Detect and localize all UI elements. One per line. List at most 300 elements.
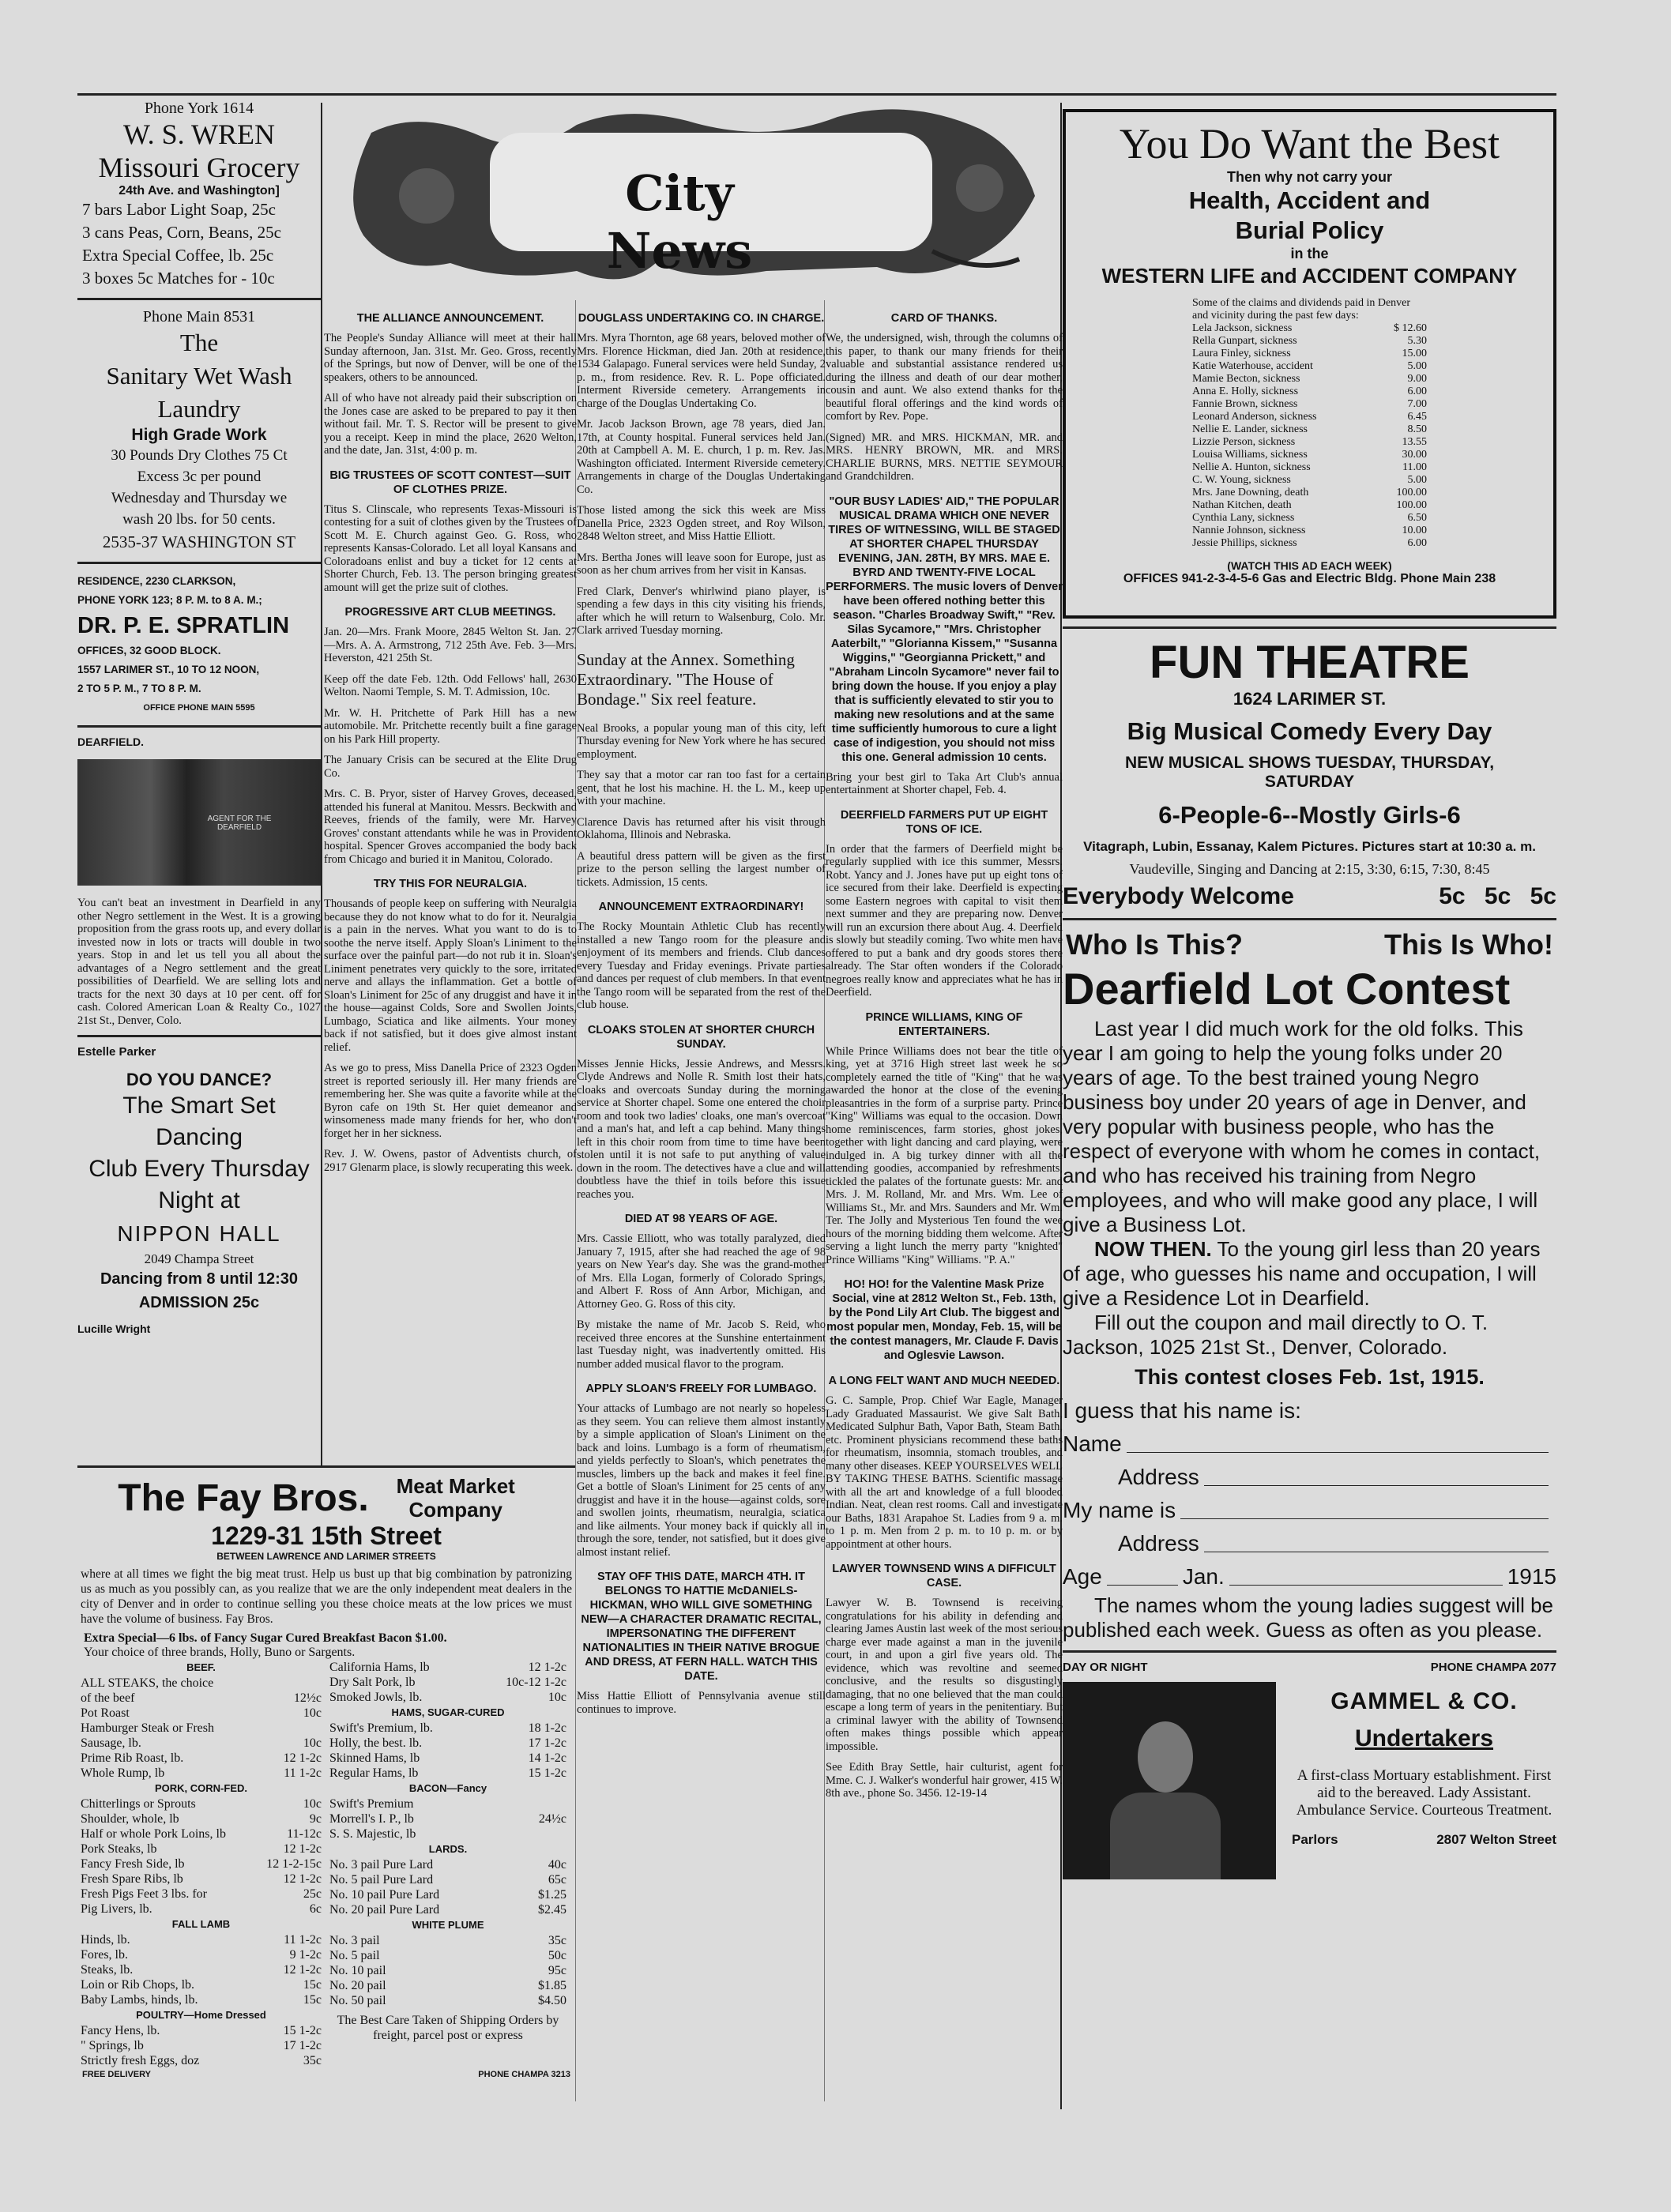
wren-item: 3 cans Peas, Corn, Beans, 25c xyxy=(82,223,281,242)
article-headline: CARD OF THANKS. xyxy=(890,312,998,325)
price-value: 12 1-2c xyxy=(283,1751,322,1765)
fay-footer xyxy=(77,2068,575,2081)
article-paragraph: Miss Hattie Elliott of Pennsylvania avenue still continues to improve. xyxy=(577,1690,826,1716)
price-value: 12 1-2c xyxy=(283,1842,322,1856)
dance-addr: 2049 Champa Street xyxy=(144,1251,254,1266)
article-paragraph: Thousands of people keep on suffering with Neuralgia because they do not know what to do for it. Neuralgia is a pain in the nerves. What you want to do is to soothe the nerve itself. Apply Sloan's Liniment to the surface over the painful part—do not rub it in. Sloan's Liniment penetrates very quickly to the sore, irritated nerve and allays the inflammation. Get a bottle of Sloan's Liniment for 25c of any druggist and have it in the house—against Colds, Sore and Swollen Joints, Lumbago, Sciatica and like ailments. Your money back if not satisfied, but it does give almost instant relief. xyxy=(324,897,577,1054)
coupon-name-line[interactable] xyxy=(1127,1428,1549,1453)
price-item: Hamburger Steak or Fresh xyxy=(81,1721,214,1735)
dearfield-sign: AGENT FOR THE DEARFIELD xyxy=(207,814,272,832)
claim-amount: 15.00 xyxy=(1402,348,1427,359)
article-paragraph: The People's Sunday Alliance will meet at their hall Sunday afternoon, Jan. 31st. Mr. Geo. Gross, recently of the Springs, but now of Denver, will be one of the speakers, others to be announced. xyxy=(324,332,577,384)
claim-name: Mamie Becton, sickness xyxy=(1192,373,1300,385)
article-paragraph: Those listed among the sick this week are Miss Danella Price, 2323 Ogden street, and Roy Wilson, 2848 Welton street, and Miss Hattie Elliott. xyxy=(577,504,826,543)
contest-closes: This contest closes Feb. 1st, 1915. xyxy=(1135,1365,1485,1389)
price-item: Prime Rib Roast, lb. xyxy=(81,1751,184,1765)
right-ad-column xyxy=(1063,95,1556,2117)
price-item: No. 10 pail Pure Lard xyxy=(329,1888,440,1902)
contest-p3: Fill out the coupon and mail directly to O. T. Jackson, 1025 21st St., Denver, Colorado. xyxy=(1063,1311,1488,1359)
article-paragraph: Keep off the date Feb. 12th. Odd Fellows' hall, 2630 Welton. Naomi Temple, S. M. T. Admission, 10c. xyxy=(324,672,577,698)
annex-notice: Sunday at the Annex. Something Extraordinary. "The House of Bondage." Six reel feature. xyxy=(577,649,795,709)
fay-special2: Your choice of three brands, Holly, Buno or Sargents. xyxy=(84,1646,356,1659)
claim-name: Lela Jackson, sickness xyxy=(1192,322,1293,334)
insurance-company: WESTERN LIFE and ACCIDENT COMPANY xyxy=(1101,264,1518,288)
claim-amount: 6.00 xyxy=(1407,386,1427,397)
laundry-l2: Excess 3c per pound xyxy=(137,468,262,485)
gammel-text: A first-class Mortuary establishment. First aid to the bereaved. Lady Assistant. Ambulance Service. Courteous Treatment. xyxy=(1296,1767,1552,1819)
fay-bros-ad xyxy=(77,1465,575,2116)
price-item: Strictly fresh Eggs, doz xyxy=(81,2054,200,2067)
price-item: No. 20 pail Pure Lard xyxy=(329,1903,440,1917)
divider xyxy=(77,298,321,300)
price-value: $2.45 xyxy=(538,1903,566,1917)
dance-time: Dancing from 8 until 12:30 xyxy=(100,1270,299,1288)
price-row xyxy=(81,1691,322,1706)
fun-l4: Vitagraph, Lubin, Essanay, Kalem Pictures. Pictures start at 10:30 a. m. xyxy=(1083,839,1536,854)
article-paragraph: Neal Brooks, a popular young man of this city, left Thursday evening for New York where he has secured employment. xyxy=(577,721,826,761)
article-paragraph: By mistake the name of Mr. Jacob S. Reid, who received three encores at the Sunshine entertainment last Tuesday night, was inadvertently omitted. His number added musical flavor to the program. xyxy=(577,1319,826,1371)
fun-price: 5c 5c 5c xyxy=(1439,883,1556,909)
article-paragraph: As we go to press, Miss Danella Price of 2323 Ogden street is reported seriously ill. Her many friends are remembering her. She was quite a favorite while at the Byron cafe on 19th St. Her quiet demeanor and winsomeness made many friends for her, who don't forget her in her sickness. xyxy=(324,1062,577,1140)
wren-name: W. S. WREN xyxy=(122,118,276,150)
insurance-l2: Health, Accident and xyxy=(1188,186,1431,214)
price-section-head: LARDS. xyxy=(428,1843,468,1855)
fun-l1: Big Musical Comedy Every Day xyxy=(1127,717,1492,745)
claim-name: Nellie E. Lander, sickness xyxy=(1192,423,1308,435)
claims-list xyxy=(1192,322,1427,550)
price-row xyxy=(81,1992,322,2007)
claim-amount: 5.00 xyxy=(1407,360,1427,372)
article-paragraph: Lawyer W. B. Townsend is receiving congratulations for his ability in defending and clearing James Austin last week of the most serious charge ever made against a man in the juvenile court, in and upon a girl five years old. The evidence, which was revoltine and seemed conclusive, and the results so disgustingly damaging, that no one believed that the man could escape a long term of years in the penitentiary. But a criminal lawyer with the ability of Townsend often makes things possible which appear impossible. xyxy=(826,1597,1063,1753)
fay-phone: PHONE CHAMPA 3213 xyxy=(478,2070,570,2079)
claim-row xyxy=(1192,423,1427,436)
laundry-line3: Laundry xyxy=(157,395,241,423)
insurance-offices: OFFICES 941-2-3-4-5-6 Gas and Electric Bldg. Phone Main 238 xyxy=(1123,572,1496,585)
price-row xyxy=(81,2053,322,2068)
price-row xyxy=(329,1826,566,1841)
price-item: No. 50 pail xyxy=(329,1994,386,2007)
claim-row xyxy=(1192,512,1427,525)
contest-q2: This Is Who! xyxy=(1384,928,1553,961)
article-headline: PROGRESSIVE ART CLUB MEETINGS. xyxy=(344,606,556,619)
fay-free-delivery: FREE DELIVERY xyxy=(82,2070,151,2079)
spratlin-l6: OFFICE PHONE MAIN 5595 xyxy=(143,703,255,713)
price-row xyxy=(329,1660,566,1675)
price-value: 9c xyxy=(309,1812,322,1826)
price-row xyxy=(329,1933,566,1948)
price-section-head: BACON—Fancy xyxy=(408,1782,487,1794)
claim-row xyxy=(1192,411,1427,423)
price-value: 35c xyxy=(303,2054,322,2067)
price-row xyxy=(81,1736,322,1751)
article-paragraph: Mrs. C. B. Pryor, sister of Harvey Groves, deceased, attended his funeral at Manitou. Messrs. Beckwith and Reeves, friends of the family, were Mr. Harvey Groves' constant attendants while he was in Provident hospital. Spencer Groves accompanied the body back from Chicago and buried it in Manitou, Colorado. xyxy=(324,788,577,866)
price-item: No. 5 pail xyxy=(329,1949,380,1962)
price-value: 14 1-2c xyxy=(528,1751,566,1765)
coupon-myname-line[interactable] xyxy=(1180,1494,1549,1519)
price-value: 50c xyxy=(548,1949,566,1962)
dance-ad xyxy=(77,1045,321,1335)
price-value: 12 1-2c xyxy=(528,1661,566,1674)
dearfield-ad-text: You can't beat an investment in Dearfield in any other Negro settlement in the West. It is a growing proposition from the grass roots up, and every dollar invested now in lots or tracts will double in two years. Stop in and let us tell you all about the advantages of a Negro settlement and the great possibilities of Dearfield. We are selling lots and tracts for the next 30 days at 10 per cent. off for cash. Colored American Loan & Realty Co., 1027 21st St., Denver, Colo. xyxy=(77,897,321,1027)
price-item: No. 3 pail Pure Lard xyxy=(329,1858,434,1872)
dance-name1: Estelle Parker xyxy=(77,1045,156,1059)
coupon-name-label: Name xyxy=(1063,1431,1122,1456)
price-row xyxy=(329,1751,566,1766)
article-paragraph: See Edith Bray Settle, hair culturist, agent for Mme. C. J. Walker's wonderful hair grower, 415 W. 8th ave., phone So. 3456. 12-19-14 xyxy=(826,1761,1063,1800)
laundry-line1: The xyxy=(179,329,219,356)
price-row xyxy=(329,1872,566,1887)
wren-item: Extra Special Coffee, lb. 25c xyxy=(82,246,274,265)
gammel-ad xyxy=(1063,1661,1556,1879)
article-paragraph: Jan. 20—Mrs. Frank Moore, 2845 Welton St. Jan. 27—Mrs. A. A. Armstrong, 712 25th Ave. Feb. 3—Mrs. Heverston, 421 25th St. xyxy=(324,626,577,664)
price-row xyxy=(329,1811,566,1826)
claim-row xyxy=(1192,386,1427,398)
price-value: 10c xyxy=(303,1736,322,1750)
price-section-head: FALL LAMB xyxy=(171,1918,231,1930)
article-headline: THE ALLIANCE ANNOUNCEMENT. xyxy=(356,312,544,325)
article-headline: "OUR BUSY LADIES' AID," THE POPULAR MUSICAL DRAMA WHICH ONE NEVER TIRES OF WITNESSING, WILL BE STAGED AT SHORTER CHAPEL THURSDAY EVENING, JAN. 28TH, BY MRS. MAE E. BYRD AND TWENTY-FIVE LOCAL PERFORMERS. The music lovers of Denver have been offered nothing better this season. "Charles Broadway Swift," "Rev. Silas Sycamore," "Mrs. Christopher Aaterbilt," "Glorianna Kissem," "Susanna Wiggins," "Georgianna Prickett," and "Abraham Lincoln Sycamore" never fail to bring down the house. If you enjoy a play that is sufficiently elevated to stir you to making new resolutions and at the same time sufficiently humorous to cure a light case of indigestion, you should not miss this one. General admission 10 cents. xyxy=(826,495,1063,764)
coupon-name-row[interactable] xyxy=(1063,1428,1556,1461)
price-row xyxy=(81,2038,322,2053)
claim-row xyxy=(1192,398,1427,411)
laundry-quality: High Grade Work xyxy=(131,426,267,444)
price-row xyxy=(329,1690,566,1705)
coupon-myname-row[interactable] xyxy=(1063,1494,1556,1527)
price-row xyxy=(329,1887,566,1902)
price-item: Morrell's I. P., lb xyxy=(329,1812,414,1826)
price-row xyxy=(81,1932,322,1947)
claim-row xyxy=(1192,537,1427,550)
claim-name: Katie Waterhouse, accident xyxy=(1192,360,1313,372)
wren-address: 24th Ave. and Washington] xyxy=(119,184,280,198)
price-row xyxy=(81,1962,322,1977)
price-item: Hinds, lb. xyxy=(81,1933,130,1947)
price-value: 17 1-2c xyxy=(528,1736,566,1750)
price-value: 18 1-2c xyxy=(528,1721,566,1735)
price-section-head: PORK, CORN-FED. xyxy=(155,1782,247,1794)
price-item: Fores, lb. xyxy=(81,1948,128,1962)
price-value: $1.25 xyxy=(538,1888,566,1902)
coupon-address-label: Address xyxy=(1118,1465,1199,1489)
price-item: Steaks, lb. xyxy=(81,1963,134,1977)
contest-p4: The names whom the young ladies suggest will be published each week. Guess as often as you please. xyxy=(1063,1593,1553,1642)
claim-row xyxy=(1192,360,1427,373)
spratlin-name: DR. P. E. SPRATLIN xyxy=(77,613,290,638)
claim-amount: 5.00 xyxy=(1407,474,1427,486)
price-row xyxy=(81,1766,322,1781)
fay-special: Extra Special—6 lbs. of Fancy Sugar Cured Breakfast Bacon $1.00. xyxy=(84,1631,447,1645)
gammel-address: 2807 Welton Street xyxy=(1436,1832,1556,1847)
price-value: 15 1-2c xyxy=(283,2024,322,2037)
claim-row xyxy=(1192,487,1427,499)
claim-amount: 8.50 xyxy=(1407,423,1427,435)
wren-item: 3 boxes 5c Matches for - 10c xyxy=(82,269,275,288)
fay-header xyxy=(77,1474,575,1522)
price-item: Dry Salt Pork, lb xyxy=(329,1676,416,1689)
price-row xyxy=(329,1948,566,1963)
price-item: No. 5 pail Pure Lard xyxy=(329,1873,434,1887)
laundry-l4: wash 20 lbs. for 50 cents. xyxy=(122,511,276,528)
contest-coupon xyxy=(1063,1394,1556,1593)
article-headline: PRINCE WILLIAMS, KING OF ENTERTAINERS. xyxy=(865,1010,1023,1038)
claim-amount: $ 12.60 xyxy=(1394,322,1427,334)
laundry-address: 2535-37 WASHINGTON ST xyxy=(102,532,296,551)
price-item: No. 10 pail xyxy=(329,1964,386,1977)
contest-now: NOW THEN. xyxy=(1094,1237,1212,1261)
coupon-address2-line[interactable] xyxy=(1204,1527,1549,1552)
gammel-parlors: Parlors xyxy=(1292,1832,1338,1847)
dance-question: DO YOU DANCE? xyxy=(126,1070,273,1089)
contest-p2 xyxy=(1063,1237,1556,1311)
price-row xyxy=(81,1826,322,1841)
price-item: Holly, the best. lb. xyxy=(329,1736,423,1750)
spratlin-l4: 1557 LARIMER ST., 10 TO 12 NOON, xyxy=(77,664,260,675)
dance-l3: Night at xyxy=(158,1187,240,1213)
article-paragraph: A beautiful dress pattern will be given as the first prize to the person selling the largest number of tickets. Admission, 15 cents. xyxy=(577,849,826,889)
coupon-address-line[interactable] xyxy=(1204,1461,1549,1486)
article-paragraph: The Rocky Mountain Athletic Club has recently installed a new Tango room for the pleasure and enjoyment of its members and friends. Club dances every Tuesday and Friday evenings. Private parties and dances per request of club members. In that event the Tango room will be separated from the rest of the club house. xyxy=(577,920,826,1011)
news-column-4 xyxy=(826,300,1063,2109)
article-paragraph: Titus S. Clinscale, who represents Texas-Missouri is contesting for a suit of clothes given by the Trustees of Scott M. E. Church against Geo. G. Ross, who represents Kansas-Colorado. Let all loyal Kansans and Coloradoans enlist and buy a ticket for 12 cents at Shorter Church, Feb. 13. The person bringing greatest amount will get the prize suit of clothes. xyxy=(324,502,577,594)
price-row xyxy=(329,1978,566,1993)
claim-row xyxy=(1192,322,1427,335)
insurance-intro: Some of the claims and dividends paid in Denver and vicinity during the past few days: xyxy=(1192,297,1411,322)
price-item: Regular Hams, lb xyxy=(329,1766,419,1780)
price-row xyxy=(81,1796,322,1811)
claim-name: Mrs. Jane Downing, death xyxy=(1192,487,1309,498)
article-headline: DOUGLASS UNDERTAKING CO. IN CHARGE. xyxy=(578,312,825,325)
price-item: Skinned Hams, lb xyxy=(329,1751,420,1765)
fay-address: 1229-31 15th Street xyxy=(211,1522,442,1550)
price-row xyxy=(329,1963,566,1978)
fun-l2: NEW MUSICAL SHOWS TUESDAY, THURSDAY, SATURDAY xyxy=(1124,754,1495,791)
claim-name: Fannie Brown, sickness xyxy=(1192,398,1298,410)
price-item: Loin or Rib Chops, lb. xyxy=(81,1978,195,1992)
price-section-head: WHITE PLUME xyxy=(412,1919,484,1931)
coupon-jan: Jan. xyxy=(1182,1564,1225,1589)
fun-theatre-ad xyxy=(1063,637,1556,910)
price-row xyxy=(329,1993,566,2008)
price-value: 11 1-2c xyxy=(284,1766,322,1780)
claim-amount: 100.00 xyxy=(1396,487,1427,498)
claim-amount: 6.00 xyxy=(1407,537,1427,549)
price-item: ALL STEAKS, the choice xyxy=(81,1676,214,1690)
price-value: $4.50 xyxy=(538,1994,566,2007)
price-item: Fancy Hens, lb. xyxy=(81,2024,160,2037)
claim-name: Lizzie Person, sickness xyxy=(1192,436,1296,448)
price-item: Swift's Premium, lb. xyxy=(329,1721,433,1735)
article-paragraph: Mr. Jacob Jackson Brown, age 78 years, died Jan. 17th, at County hospital. Funeral services held Jan. 20th at Campbell A. M. E. church, 1 p. m. Rev. Jas. Washington officiated. Interment Riverside cemetery. Arrangements in charge of the Douglas Undertaking Co. xyxy=(577,418,826,496)
insurance-l4: in the xyxy=(1290,246,1329,261)
insurance-l3: Burial Policy xyxy=(1235,216,1384,244)
article-headline: HO! HO! for the Valentine Mask Prize Social, vine at 2812 Welton St., Feb. 13th, by the Pond Lily Art Club. The biggest and most popular men, Monday, Feb. 15, will be the contest managers, Mr. Claude F. Davis and Oglesvie Lawson. xyxy=(826,1278,1062,1362)
claim-name: C. W. Young, sickness xyxy=(1192,474,1291,486)
price-value: 95c xyxy=(548,1964,566,1977)
price-value: 6c xyxy=(309,1902,322,1916)
wren-grocery-ad xyxy=(77,100,321,290)
price-value: 24½c xyxy=(538,1812,566,1826)
claim-name: Laura Finley, sickness xyxy=(1192,348,1291,359)
dearfield-contest-ad xyxy=(1063,928,1556,1642)
article-paragraph: The January Crisis can be secured at the Elite Drug Co. xyxy=(324,754,577,780)
coupon-address2-row[interactable] xyxy=(1063,1527,1556,1560)
claim-amount: 11.00 xyxy=(1402,461,1427,473)
coupon-age-line[interactable] xyxy=(1107,1560,1178,1586)
article-headline: ANNOUNCEMENT EXTRAORDINARY! xyxy=(598,901,804,913)
claim-amount: 9.00 xyxy=(1407,373,1427,385)
article-headline: LAWYER TOWNSEND WINS A DIFFICULT CASE. xyxy=(832,1563,1056,1589)
price-row xyxy=(329,1736,566,1751)
price-row xyxy=(81,1751,322,1766)
city-news-masthead xyxy=(324,101,1055,295)
claim-name: Leonard Anderson, sickness xyxy=(1192,411,1317,423)
article-paragraph: Fred Clark, Denver's whirlwind piano player, is spending a few days in this city visiting his friends, after which he will return to Walsenburg, Colo. Mr. Clark arrived Tuesday morning. xyxy=(577,585,826,637)
spratlin-l2: PHONE YORK 123; 8 P. M. to 8 A. M.; xyxy=(77,594,262,606)
article-paragraph: All of who have not already paid their subscription on the Jones case are asked to be prepared to pay it then without fail. Mr. T. S. Rector will be present to give you a receipt. Keep in mind the place, 2620 Welton, and the date, Jan. 31st, 4:00 p. m. xyxy=(324,392,577,457)
article-paragraph: Mrs. Bertha Jones will leave soon for Europe, just as soon as her chum arrives from her visit in Kansas. xyxy=(577,551,826,577)
article-headline: A LONG FELT WANT AND MUCH NEEDED. xyxy=(828,1375,1060,1387)
price-item: No. 20 pail xyxy=(329,1979,386,1992)
price-item: Fancy Fresh Side, lb xyxy=(81,1857,185,1871)
price-row xyxy=(81,1872,322,1887)
insurance-head: You Do Want the Best xyxy=(1119,120,1500,167)
insurance-watch: (WATCH THIS AD EACH WEEK) xyxy=(1227,559,1392,572)
article-headline: DEERFIELD FARMERS PUT UP EIGHT TONS OF ICE. xyxy=(840,808,1048,836)
price-row xyxy=(329,1796,566,1811)
claim-amount: 100.00 xyxy=(1396,499,1427,511)
price-item: Swift's Premium xyxy=(329,1797,414,1811)
claim-name: Anna E. Holly, sickness xyxy=(1192,386,1299,397)
divider xyxy=(77,562,321,564)
article-paragraph: Mr. W. H. Pritchette of Park Hill has a new automobile. Mr. Pritchette recently built a fine garage on his Park Hill property. xyxy=(324,706,577,746)
contest-p2-text: To the young girl less than 20 years of age, who guesses his name and occupation, I will give a Residence Lot in Dearfield. xyxy=(1063,1237,1541,1310)
price-value: 10c xyxy=(303,1706,322,1720)
price-value: 9 1-2c xyxy=(289,1948,322,1962)
wren-items xyxy=(77,198,321,290)
claim-amount: 30.00 xyxy=(1402,449,1427,461)
laundry-phone: Phone Main 8531 xyxy=(142,308,256,325)
gammel-portrait xyxy=(1063,1682,1276,1879)
claim-amount: 6.50 xyxy=(1407,512,1427,524)
article-headline: APPLY SLOAN'S FREELY FOR LUMBAGO. xyxy=(585,1382,817,1395)
price-value: 65c xyxy=(548,1873,566,1887)
price-value: 10c xyxy=(548,1691,566,1704)
claim-name: Rella Gunpart, sickness xyxy=(1192,335,1297,347)
price-row xyxy=(329,1857,566,1872)
contest-questions xyxy=(1063,928,1556,961)
dance-hall: NIPPON HALL xyxy=(117,1221,281,1246)
laundry-ad xyxy=(77,308,321,554)
claim-name: Nannie Johnson, sickness xyxy=(1192,525,1306,536)
divider xyxy=(77,1035,321,1037)
price-item: Half or whole Pork Loins, lb xyxy=(81,1827,226,1841)
claim-name: Cynthia Lany, sickness xyxy=(1192,512,1295,524)
insurance-claims xyxy=(1082,289,1537,550)
price-value: 10c-12 1-2c xyxy=(506,1676,566,1689)
fun-welcome: Everybody Welcome xyxy=(1063,883,1294,909)
wren-phone: Phone York 1614 xyxy=(144,100,254,117)
article-headline: BIG TRUSTEES OF SCOTT CONTEST—SUIT OF CLOTHES PRIZE. xyxy=(329,468,571,496)
price-item: Pig Livers, lb. xyxy=(81,1902,152,1916)
price-value: 15c xyxy=(303,1978,322,1992)
price-value: 25c xyxy=(303,1887,322,1901)
gammel-sub: Undertakers xyxy=(1354,1725,1494,1751)
price-value: 15c xyxy=(303,1993,322,2007)
claim-amount: 5.30 xyxy=(1407,335,1427,347)
gammel-bottom xyxy=(1292,1832,1556,1848)
article-paragraph: G. C. Sample, Prop. Chief War Eagle, Manager Lady Graduated Massaurist. We give Salt Bath, Medicated Sulphur Bath, Vapor Bath, Steam Bath, etc. Prominent physicians recommend these baths for rheumatism, insomnia, stomach troubles, and many other diseases. KEEP YOURSELVES WELL BY TAKING THESE BATHS. Scientific massage with all the art and knowledge of a full blooded Indian. Neat, clean rest rooms. Call and investigate our Baths, 1831 Arapahoe St. Ladies from 9 a. m. to 1 p. m. Men from 2 p. m. to 10 p. m. or by appointment at other hours. xyxy=(826,1394,1063,1551)
coupon-day-line[interactable] xyxy=(1229,1560,1503,1586)
insurance-l1: Then why not carry your xyxy=(1226,169,1393,185)
article-paragraph: We, the undersigned, wish, through the columns of this paper, to thank our many friends for their valuable and substantial assistance rendered us during the illness and death of our dear mother, cousin and aunt. We also extend thanks for the beautiful floral offerings and the kind words of comfort by Rev. Pope. xyxy=(826,332,1063,423)
fay-price-lists xyxy=(77,1660,575,2068)
article-headline: CLOAKS STOLEN AT SHORTER CHURCH SUNDAY. xyxy=(587,1023,815,1051)
article-headline: DIED AT 98 YEARS OF AGE. xyxy=(624,1213,778,1225)
price-row xyxy=(81,1706,322,1721)
gammel-body xyxy=(1063,1682,1556,1879)
gammel-day: DAY OR NIGHT xyxy=(1063,1661,1148,1674)
claim-row xyxy=(1192,335,1427,348)
article-paragraph: In order that the farmers of Deerfield might be regularly supplied with ice this summer, Messrs. Robt. Yancy and J. Jones have put up eight tons of ice secured from their lake. Deerfield is expecting some Eastern negroes with capital to visit them next summer and they are preparing now. Denver will run an excursion there about Aug. 4. Deerfield is slowly but steadily coming. Two white men have offered to put a bank and dry goods stores there already. The Star often wonders if the Colorado negroes really know and appreciates what he has in Deerfield. xyxy=(826,842,1063,999)
price-item: S. S. Majestic, lb xyxy=(329,1827,416,1841)
divider xyxy=(1063,918,1556,920)
price-item: Chitterlings or Sprouts xyxy=(81,1797,196,1811)
price-row xyxy=(81,1856,322,1872)
dance-admission: ADMISSION 25c xyxy=(138,1294,260,1311)
coupon-age-row[interactable] xyxy=(1063,1560,1556,1593)
claim-amount: 6.45 xyxy=(1407,411,1427,423)
claim-name: Nellie A. Hunton, sickness xyxy=(1192,461,1311,473)
gammel-name: GAMMEL & CO. xyxy=(1330,1688,1518,1714)
fay-right-list xyxy=(329,1660,566,2008)
price-item: Fresh Pigs Feet 3 lbs. for xyxy=(81,1887,207,1901)
price-value: $1.85 xyxy=(538,1979,566,1992)
article-paragraph: Clarence Davis has returned after his visit through Oklahoma, Illinois and Nebraska. xyxy=(577,815,826,841)
price-item: Pork Steaks, lb xyxy=(81,1842,157,1856)
price-item: Sausage, lb. xyxy=(81,1736,141,1750)
fay-intro: where at all times we fight the big meat trust. Help us bust up that big combination by patronizing us as much as you possibly can, as you realize that we are the only independent meat dealers in the city of Denver and in order to continue selling you these choice meats at the low prices we must have the volume of business. Fay Bros. xyxy=(81,1567,572,1626)
coupon-address-row[interactable] xyxy=(1063,1461,1556,1494)
price-value: 11 1-2c xyxy=(284,1933,322,1947)
claim-amount: 13.55 xyxy=(1402,436,1427,448)
article-headline: STAY OFF THIS DATE, MARCH 4TH. IT BELONGS TO HATTIE McDANIELS-HICKMAN, WHO WILL GIVE SOMETHING NEW—A CHARACTER DRAMATIC RECITAL, IMPERSONATING THE DIFFERENT NATIONALITIES IN THEIR NATIVE BROGUE AND DRESS, AT FERN HALL. WATCH THIS DATE. xyxy=(581,1571,822,1683)
article-paragraph: Bring your best girl to Taka Art Club's annual entertainment at Shorter chapel, Feb. 4. xyxy=(826,770,1063,796)
claim-row xyxy=(1192,461,1427,474)
claim-row xyxy=(1192,449,1427,461)
laundry-line2: Sanitary Wet Wash xyxy=(106,362,292,389)
price-value: 12 1-2-15c xyxy=(266,1857,322,1871)
fun-name: FUN THEATRE xyxy=(1150,637,1470,688)
price-item: Smoked Jowls, lb. xyxy=(329,1691,423,1704)
laundry-l3: Wednesday and Thursday we xyxy=(111,490,288,506)
gammel-phone: PHONE CHAMPA 2077 xyxy=(1430,1661,1556,1674)
price-value: 35c xyxy=(548,1934,566,1947)
price-row xyxy=(81,1947,322,1962)
spratlin-l3: OFFICES, 32 GOOD BLOCK. xyxy=(77,645,221,656)
fun-l3: 6-People-6--Mostly Girls-6 xyxy=(1158,801,1461,829)
article-paragraph: Mrs. Myra Thornton, age 68 years, beloved mother of Mrs. Florence Hickman, died Jan. 20th at residence, 1534 Galapago. Funeral services were held Sunday, 2 p. m., from residence. Rev. R. L. Pope officiated. Interment Riverside cemetery. Arrangements in charge of the Douglas Undertaking Co. xyxy=(577,332,826,410)
article-paragraph: Rev. J. W. Owens, pastor of Adventists church, of 2917 Glenarm place, is slowly recuperating this week. xyxy=(324,1148,577,1174)
price-row xyxy=(81,1902,322,1917)
price-item: Pot Roast xyxy=(81,1706,130,1720)
price-row xyxy=(81,1721,322,1736)
claim-row xyxy=(1192,373,1427,386)
gammel-text-block xyxy=(1276,1682,1556,1879)
price-section-head: BEEF. xyxy=(186,1661,216,1673)
contest-q1: Who Is This? xyxy=(1066,928,1243,961)
price-item: " Springs, lb xyxy=(81,2039,144,2052)
spratlin-ad xyxy=(77,572,321,717)
